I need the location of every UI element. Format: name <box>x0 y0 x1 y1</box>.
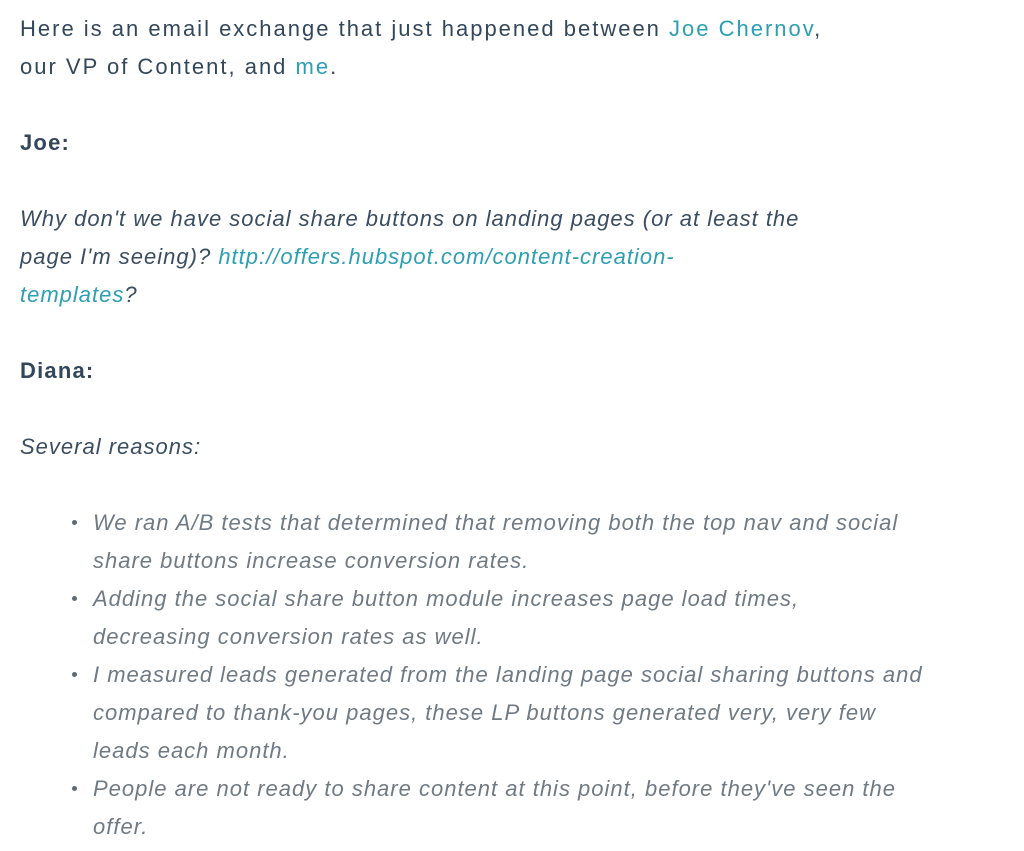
offer-url-link[interactable]: http://offers.hubspot.com/content-creation- templates <box>20 244 675 307</box>
intro-paragraph <box>20 10 860 86</box>
intro-text-end: . <box>330 54 339 79</box>
joe-message-text-end: ? <box>124 282 138 307</box>
me-link[interactable]: me <box>295 54 331 79</box>
speaker-label-diana: Diana: <box>20 358 95 383</box>
speaker-label-joe: Joe: <box>20 130 71 155</box>
intro-text-start: Here is an email exchange that just happened between <box>20 16 670 41</box>
list-item: We ran A/B tests that determined that removing both the top nav and social share buttons increase conversion rates. <box>93 504 923 580</box>
list-item: People are not ready to share content at this point, before they've seen the offer. <box>93 770 923 846</box>
joe-message-text: Why don't we have social share buttons on landing pages (or at least the page I'm seeing)? <box>20 206 800 269</box>
joe-chernov-link[interactable]: Joe Chernov <box>669 16 815 41</box>
intro-text-mid: , our VP of Content, and <box>20 16 823 79</box>
list-item: Adding the social share button module increases page load times, decreasing conversion rates as well. <box>93 580 923 656</box>
reasons-list <box>20 504 1024 846</box>
list-item: I measured leads generated from the landing page social sharing buttons and compared to thank-you pages, these LP buttons generated very, very few leads each month. <box>93 656 923 770</box>
reasons-intro: Several reasons: <box>20 434 202 459</box>
joe-message-paragraph <box>20 200 845 314</box>
